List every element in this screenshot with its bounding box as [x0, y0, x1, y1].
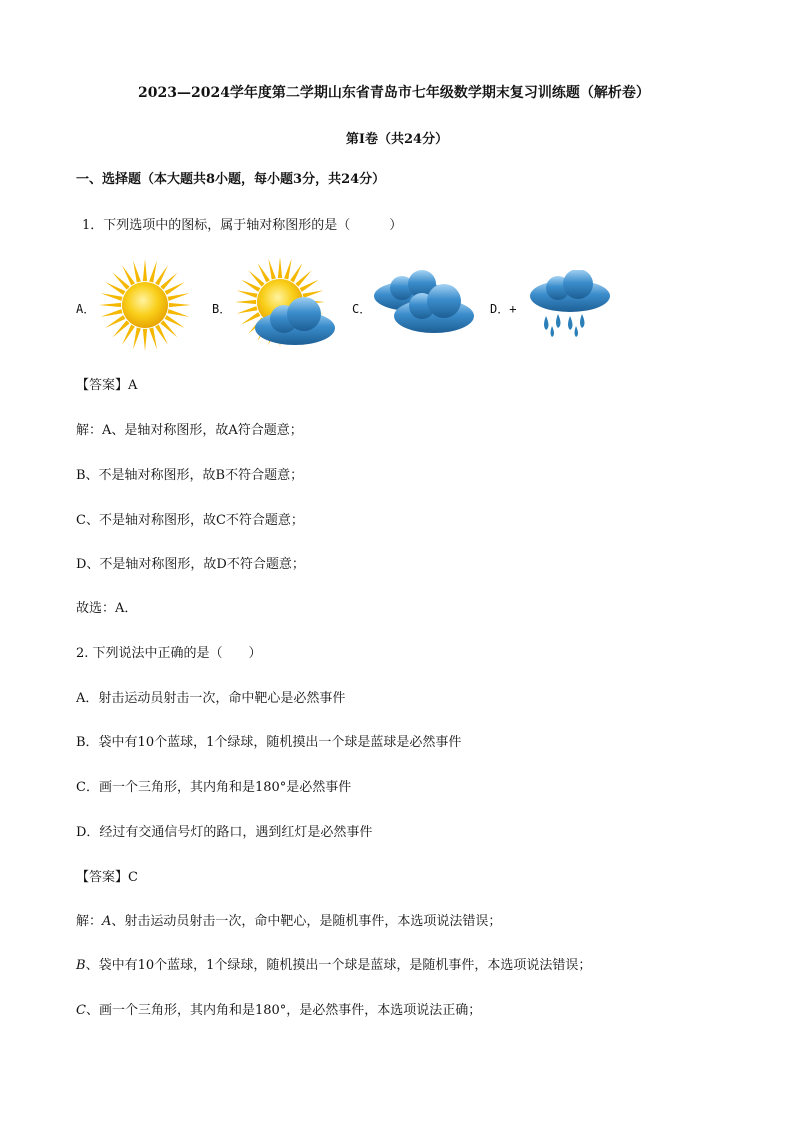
sun-ray [237, 290, 258, 298]
question-2-option-a: A．射击运动员射击一次，命中靶心是必然事件 [76, 691, 346, 706]
sun-ray [133, 261, 141, 283]
cloud-icon [372, 268, 478, 338]
sun-ray [268, 259, 276, 280]
question-2-option-b: B．袋中有10个蓝球，1个绿球，随机摸出一个球是蓝球是必然事件 [76, 735, 462, 750]
sun-ray [278, 257, 282, 278]
explanation-prefix: 解： [76, 914, 103, 929]
sun-ray [99, 303, 121, 307]
answer-1: 【答案】A [76, 378, 138, 393]
option-letter: C [76, 1003, 86, 1018]
option-letter: A [102, 914, 112, 929]
question-1-stem: 1．下列选项中的图标，属于轴对称图形的是（ ） [82, 218, 403, 233]
sun-ray [284, 259, 292, 280]
sun-ray [303, 290, 324, 298]
sun-ray [143, 259, 147, 281]
explanation-text: 、画一个三角形，其内角和是180°，是必然事件，本选项说法正确； [85, 1003, 482, 1018]
option-letter: B [76, 958, 86, 973]
explanation-1-line-1: 解：A、是轴对称图形，故A符合题意； [76, 423, 303, 438]
explanation-1-line-5: 故选：A． [76, 601, 138, 616]
option-d-label: D．+ [490, 302, 517, 316]
explanation-2-line-3 [76, 1003, 481, 1019]
explanation-1-line-4: D、不是轴对称图形，故D不符合题意； [76, 557, 305, 572]
sun-ray [169, 303, 191, 307]
page-title: 2023—2024学年度第二学期山东省青岛市七年级数学期末复习训练题（解析卷） [138, 85, 650, 101]
explanation-2-line-2 [76, 958, 591, 974]
sun-ray [101, 293, 123, 301]
sun-ray [101, 309, 123, 317]
rain-cloud-icon [528, 270, 612, 342]
sun-ray [143, 329, 147, 351]
answer-2: 【答案】C [76, 870, 138, 885]
option-b-label: B． [212, 302, 232, 316]
sun-ray [168, 309, 190, 317]
section-subtitle: 第Ⅰ卷（共24分） [345, 132, 449, 147]
explanation-text: 、袋中有10个蓝球，1个绿球，随机摸出一个球是蓝球，是随机事件，本选项说法错误； [85, 958, 592, 973]
question-2-option-c: C．画一个三角形，其内角和是180°是必然事件 [76, 780, 352, 795]
sun-ray [168, 293, 190, 301]
explanation-1-line-2: B、不是轴对称图形，故B不符合题意； [76, 468, 304, 483]
option-a-label: A． [76, 302, 96, 316]
explanation-1-line-3: C、不是轴对称图形，故C不符合题意； [76, 513, 304, 528]
option-c-label: C． [352, 302, 372, 316]
question-2-option-d: D．经过有交通信号灯的路口，遇到红灯是必然事件 [76, 825, 373, 840]
sun-ray [237, 306, 258, 314]
sun-icon [98, 258, 192, 352]
sun-cloud-icon [232, 256, 340, 352]
section-heading: 一、选择题（本大题共8小题，每小题3分，共24分） [76, 172, 386, 187]
sun-ray [235, 300, 256, 304]
sun-ray [133, 328, 141, 350]
explanation-2-line-1 [76, 914, 501, 930]
explanation-text: 、射击运动员射击一次，命中靶心，是随机事件，本选项说法错误； [111, 914, 502, 929]
question-2-stem: 2. 下列说法中正确的是（ ） [76, 646, 262, 661]
sun-ray [149, 328, 157, 350]
sun-ray [149, 261, 157, 283]
